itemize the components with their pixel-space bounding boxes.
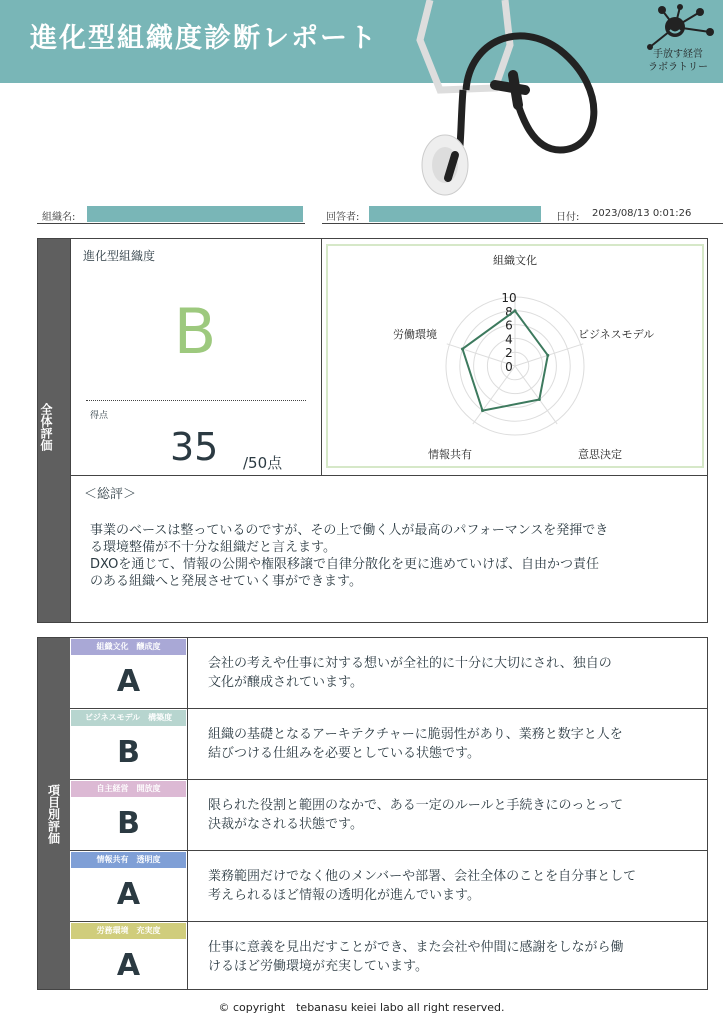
radar-data-point — [546, 354, 549, 357]
radar-tick-label: 8 — [505, 304, 513, 319]
org-name-field[interactable] — [87, 206, 303, 222]
radar-tick-label: 0 — [505, 360, 513, 374]
item-category-label: ビジネスモデル 構築度 — [71, 710, 186, 726]
item-grade: A — [116, 948, 141, 983]
radar-axis-label: 意思決定 — [578, 448, 622, 461]
radar-spoke — [473, 366, 515, 424]
radar-data-point — [538, 398, 541, 401]
radar-data-point — [514, 309, 517, 312]
company-logo-text: 手放す経営 ラボラトリー — [648, 49, 708, 73]
score-value: 35 — [170, 425, 219, 469]
score-label: 得点 — [90, 411, 109, 421]
overall-heading: 進化型組織度 — [83, 249, 156, 263]
item-description: 会社の考えや仕事に対する想いが全社的に十分に大切にされ、独自の 文化が醸成されています。 — [208, 656, 612, 690]
footer-copyright: © copyright tebanasu keiei labo all right reserved. — [218, 1001, 505, 1014]
radar-axis-label: 組織文化 — [493, 254, 537, 267]
item-row — [70, 638, 707, 709]
radar-tick-label: 4 — [505, 332, 513, 347]
item-row — [70, 709, 707, 780]
items-section-label: 項目別評価 — [38, 638, 70, 989]
radar-axis-label: 情報共有 — [428, 448, 472, 461]
item-category-label: 労務環境 充実度 — [71, 923, 186, 939]
item-row — [70, 851, 707, 922]
report-title: 進化型組織度診断レポート — [30, 23, 378, 54]
item-category-label: 情報共有 透明度 — [71, 852, 186, 868]
item-category-label: 自主経営 開放度 — [71, 781, 186, 797]
overall-grade: B — [173, 295, 217, 368]
summary-text: 事業のベースは整っているのですが、その上で働く人が最高のパフォーマンスを発揮でき る環境整備が不十分な組織だと言えます。 DXOを通じて、情報の公開や権限移譲で自律分散化を更に進めていけば、自由かつ責任 のある組織へと発展させていく事ができます。 — [90, 523, 609, 589]
item-grade: A — [116, 877, 141, 912]
radar-tick-label: 10 — [501, 291, 517, 305]
item-grade: B — [117, 806, 140, 841]
item-grade: A — [116, 664, 141, 699]
radar-data-point — [481, 409, 484, 412]
item-category-label: 組織文化 醸成度 — [71, 639, 186, 655]
respondent-field[interactable] — [369, 206, 541, 222]
item-grade: B — [117, 735, 140, 770]
divider — [86, 400, 306, 401]
radar-data-point — [461, 347, 464, 350]
date-value: 2023/08/13 0:01:26 — [592, 208, 692, 219]
divider — [37, 223, 305, 224]
radar-spoke — [515, 366, 557, 424]
item-description: 業務範囲だけでなく他のメンバーや部署、会社全体のことを自分事として 考えられるほど情報の透明化が進んでいます。 — [208, 869, 637, 903]
stethoscope-icon — [400, 0, 620, 210]
divider — [322, 223, 723, 224]
overall-section-label: 全体評価 — [38, 239, 70, 622]
date-label: 日付: — [556, 212, 580, 223]
item-row — [70, 922, 707, 993]
item-description: 限られた役割と範囲のなかで、ある一定のルールと手続きにのっとって 決裁がなされる状態です。 — [208, 798, 624, 832]
radar-tick-label: 2 — [505, 346, 513, 361]
radar-chart — [328, 246, 702, 466]
radar-tick-label: 6 — [505, 318, 513, 333]
radar-axis-label: ビジネスモデル — [578, 328, 655, 341]
radar-axis-label: 労働環境 — [393, 328, 437, 341]
radar-chart-panel — [326, 244, 704, 468]
item-description: 組織の基礎となるアーキテクチャーに脆弱性があり、業務と数字と人を 結びつける仕組みを必要としている状態です。 — [208, 727, 623, 761]
item-description: 仕事に意義を見出だすことができ、また会社や仲間に感謝をしながら働 けるほど労働環境が充実しています。 — [208, 940, 624, 974]
item-row — [70, 780, 707, 851]
score-max: /50点 — [243, 454, 283, 472]
summary-title: ＜総評＞ — [84, 487, 137, 502]
org-name-label: 組織名: — [42, 212, 76, 223]
respondent-label: 回答者: — [326, 212, 360, 223]
